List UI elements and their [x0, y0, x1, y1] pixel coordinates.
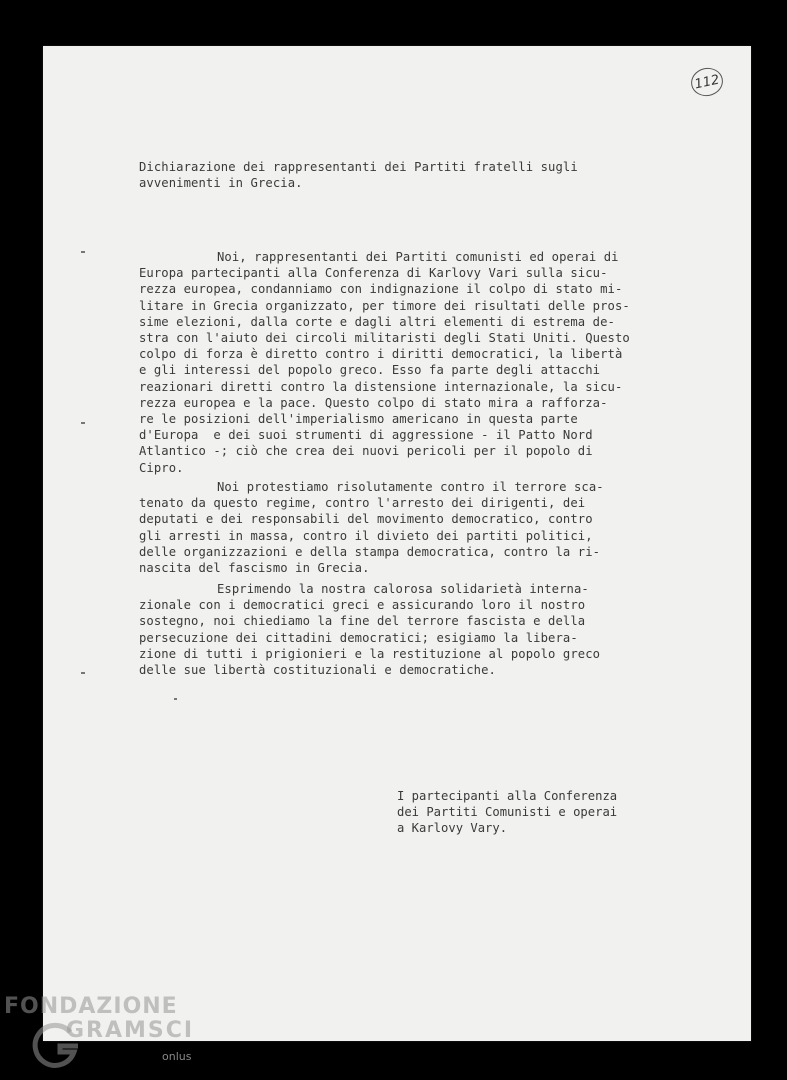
paragraph-line: Europa partecipanti alla Conferenza di Karlovy Vari sulla sicu-	[139, 266, 608, 281]
paragraph-line: colpo di forza è diretto contro i diritti democratici, la libertà	[139, 347, 623, 362]
paragraph-3	[139, 581, 699, 678]
paragraph-line: deputati e dei responsabili del movimento democratico, contro	[139, 512, 593, 527]
signature-line: I partecipanti alla Conferenza	[397, 789, 618, 803]
paragraph-line: reazionari diretti contro la distensione internazionale, la sicu-	[139, 379, 623, 394]
signature-line: dei Partiti Comunisti e operai	[397, 805, 618, 820]
watermark-onlus: onlus	[162, 1050, 192, 1063]
paragraph-line: gli arresti in massa, contro il divieto dei partiti politici,	[139, 528, 593, 543]
watermark-subtitle: GRAMSCI	[66, 1018, 195, 1043]
title-line: Dichiarazione dei rappresentanti dei Partiti fratelli sugli	[139, 160, 578, 174]
paragraph-line: nascita del fascismo in Grecia.	[139, 561, 370, 576]
paragraph-line: tenato da questo regime, contro l'arresto dei dirigenti, dei	[139, 496, 586, 511]
paragraph-line: re le posizioni dell'imperialismo americano in questa parte	[139, 412, 578, 427]
signature-line: a Karlovy Vary.	[397, 821, 508, 836]
paragraph-line: delle organizzazioni e della stampa democratica, contro la ri-	[139, 544, 601, 559]
margin-mark	[81, 422, 85, 424]
page-number: 112	[688, 65, 725, 99]
paragraph-line: rezza europea e la pace. Questo colpo di stato mira a rafforza-	[139, 395, 608, 410]
paragraph-line: sime elezioni, dalla corte e dagli altri elementi di estrema de-	[139, 314, 615, 329]
paragraph-line: stra con l'aiuto dei circoli militaristi degli Stati Uniti. Questo	[139, 331, 630, 346]
paragraph-line: sostegno, noi chiediamo la fine del terrore fascista e della	[139, 614, 586, 629]
paragraph-line: Esprimendo la nostra calorosa solidarietà interna-	[217, 582, 589, 596]
paragraph-line: rezza europea, condanniamo con indignazione il colpo di stato mi-	[139, 282, 623, 297]
signature-block	[397, 788, 697, 837]
watermark-title: FONDAZIONE	[4, 994, 178, 1019]
margin-mark	[81, 251, 85, 253]
paragraph-line: zione di tutti i prigionieri e la restituzione al popolo greco	[139, 646, 601, 661]
margin-mark	[174, 698, 177, 700]
paragraph-1	[139, 249, 699, 476]
paragraph-line: Cipro.	[139, 460, 184, 475]
paragraph-line: litare in Grecia organizzato, per timore dei risultati delle pros-	[139, 298, 630, 313]
paragraph-line: zionale con i democratici greci e assicurando loro il nostro	[139, 598, 586, 613]
paragraph-line: d'Europa e dei suoi strumenti di aggressione - il Patto Nord	[139, 428, 593, 443]
paragraph-line: Noi protestiamo risolutamente contro il terrore sca-	[217, 480, 604, 494]
paragraph-line: delle sue libertà costituzionali e democratiche.	[139, 663, 496, 678]
document-page	[43, 46, 751, 1041]
paragraph-line: Noi, rappresentanti dei Partiti comunisti ed operai di	[217, 250, 619, 264]
paragraph-line: e gli interessi del popolo greco. Esso fa parte degli attacchi	[139, 363, 601, 378]
margin-mark	[81, 672, 85, 674]
paragraph-line: persecuzione dei cittadini democratici; esigiamo la libera-	[139, 630, 578, 645]
paragraph-2	[139, 479, 699, 576]
document-title	[139, 159, 639, 191]
paragraph-line: Atlantico -; ciò che crea dei nuovi pericoli per il popolo di	[139, 444, 593, 459]
title-line: avvenimenti in Grecia.	[139, 176, 303, 191]
watermark	[4, 994, 204, 1074]
